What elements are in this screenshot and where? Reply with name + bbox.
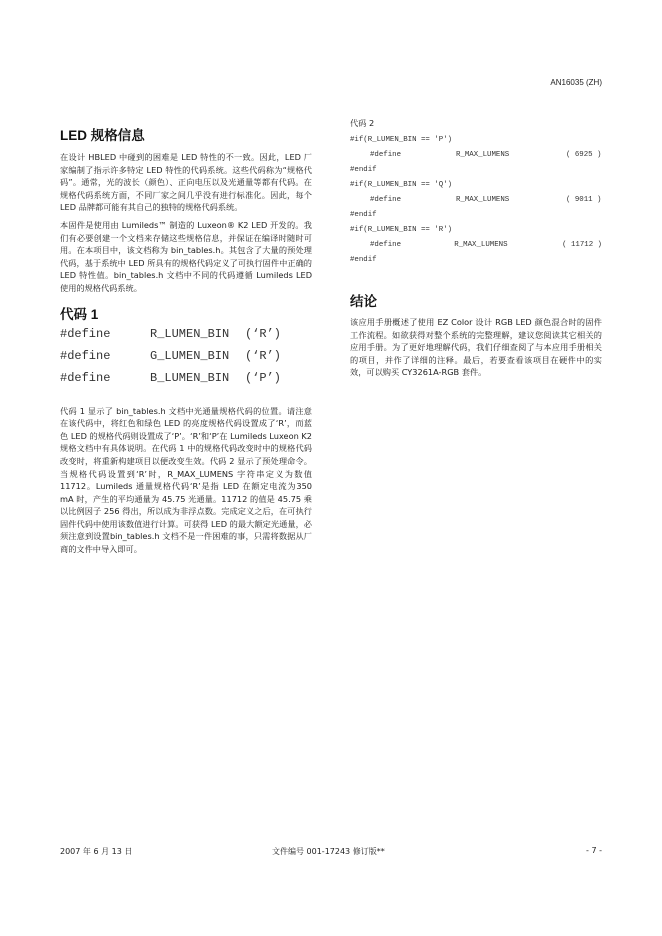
code1-line	[60, 345, 312, 367]
code2-define-line	[350, 148, 602, 163]
code2-endif-line: #endif	[350, 166, 377, 174]
code-macro-name: G_LUMEN_BIN	[150, 348, 230, 363]
code2-block	[350, 133, 602, 268]
code-value: (‘P’)	[245, 370, 282, 385]
code2-if-line: #if(R_LUMEN_BIN == 'Q')	[350, 181, 453, 189]
code1-line	[60, 367, 312, 389]
code-value: ( 9011 )	[566, 196, 602, 204]
footer-date: 2007 年 6 月 13 日	[60, 847, 133, 856]
code-keyword: #define	[370, 241, 402, 249]
code1-title: 代码 1	[60, 306, 99, 322]
code1-block	[60, 323, 312, 389]
code2-if-line: #if(R_LUMEN_BIN == 'R')	[350, 226, 453, 234]
code-keyword: #define	[60, 370, 111, 385]
code1-line	[60, 323, 312, 345]
code-macro-name: R_MAX_LUMENS	[456, 196, 510, 204]
code-keyword: #define	[370, 151, 402, 159]
code-macro-name: R_LUMEN_BIN	[150, 326, 230, 341]
paragraph-bin-tables: 本固件是使用由 Lumileds™ 制造的 Luxeon® K2 LED 开发的。我们有必要创建一个文档来存储这些规格信息，并保证在编译时随时可用。在本项目中，该文档称为 bin_tables.h。其包含了大量的预处理代码，基于系统中 LED 所具有的规格代码定义了可执行固件中正确的 LED 特性值。bin_tables.h 文档中不同的代码遵循 Lumileds LED 使用的规格代码系统。	[60, 219, 312, 293]
code-value: ( 6925 )	[566, 151, 602, 159]
code-macro-name: R_MAX_LUMENS	[456, 151, 510, 159]
code-value: ( 11712 )	[562, 241, 602, 249]
left-column	[60, 128, 312, 556]
footer-document-number: 文件编号 001-17243 修订版**	[272, 847, 385, 856]
code-value: (‘R’)	[245, 326, 282, 341]
code-keyword: #define	[60, 348, 111, 363]
code2-define-line	[350, 193, 602, 208]
code-macro-name: R_MAX_LUMENS	[454, 241, 508, 249]
paragraph-code1-explanation: 代码 1 显示了 bin_tables.h 文档中光通量规格代码的位置。请注意在该代码中，将红色和绿色 LED 的亮度规格代码设置成了‘R’，而蓝色 LED 的规格代码则设置成了‘P’。‘R’和‘P’在 Lumileds Luxeon K2 规格文档中有具体说明。在代码 1 中的规格代码改变时中的规格代码改变时，将重新构建项目以便改变生效。代码 2 显示了预处理命令。当规格代码设置到‘R’时，R_MAX_LUMENS 字符串定义为数值11712。Lumileds 通量规格代码‘R’是指 LED 在额定电流为350 mA 时，产生的平均通量为 45.75 光通量。11712 的值是 45.75 乘以比例因子 256 得出，所以成为非浮点数。完成定义之后，在可执行固件代码中使用该数值进行计算。可获得 LED 的最大额定光通量，必须注意到设置bin_tables.h 文档不是一件困难的事，只需将数据从厂商的文件中导入即可。	[60, 405, 312, 555]
code2-if-line: #if(R_LUMEN_BIN == 'P')	[350, 136, 453, 144]
code-macro-name: B_LUMEN_BIN	[150, 370, 230, 385]
code2-endif-line: #endif	[350, 211, 377, 219]
code-keyword: #define	[60, 326, 111, 341]
document-code: AN16035 (ZH)	[550, 78, 602, 87]
footer-page-number: - 7 -	[586, 846, 602, 855]
code-keyword: #define	[370, 196, 402, 204]
code2-title: 代码 2	[350, 118, 375, 128]
paragraph-conclusion: 该应用手册概述了使用 EZ Color 设计 RGB LED 颜色混合时的固件工作流程。如欲获得对整个系统的完整理解，建议您阅读其它相关的应用手册。为了更好地理解代码，我们仔细查阅了与本应用手册相关的项目，并作了详细的注释。最后，若要查看该项目在硬件中的实效，可以购买 CY3261A-RGB 套件。	[350, 317, 602, 378]
code2-endif-line: #endif	[350, 256, 377, 264]
paragraph-bin-intro: 在设计 HBLED 中碰到的困难是 LED 特性的不一致。因此，LED 厂家编制了指示许多特定 LED 特性的代码系统。这些代码称为“规格代码”。通常，光的波长（颜色）、正向电压以及光通量等都有代码。在规格代码系统方面，不同厂家之间几乎没有进行标准化。因此，每个 LED 品牌都可能有其自己的独特的规格代码系统。	[60, 152, 312, 213]
section-title-led-bin-info: LED 规格信息	[60, 128, 145, 143]
code2-define-line	[350, 238, 602, 253]
code-value: (‘R’)	[245, 348, 282, 363]
conclusion-title: 结论	[350, 294, 377, 309]
right-column	[350, 118, 602, 379]
